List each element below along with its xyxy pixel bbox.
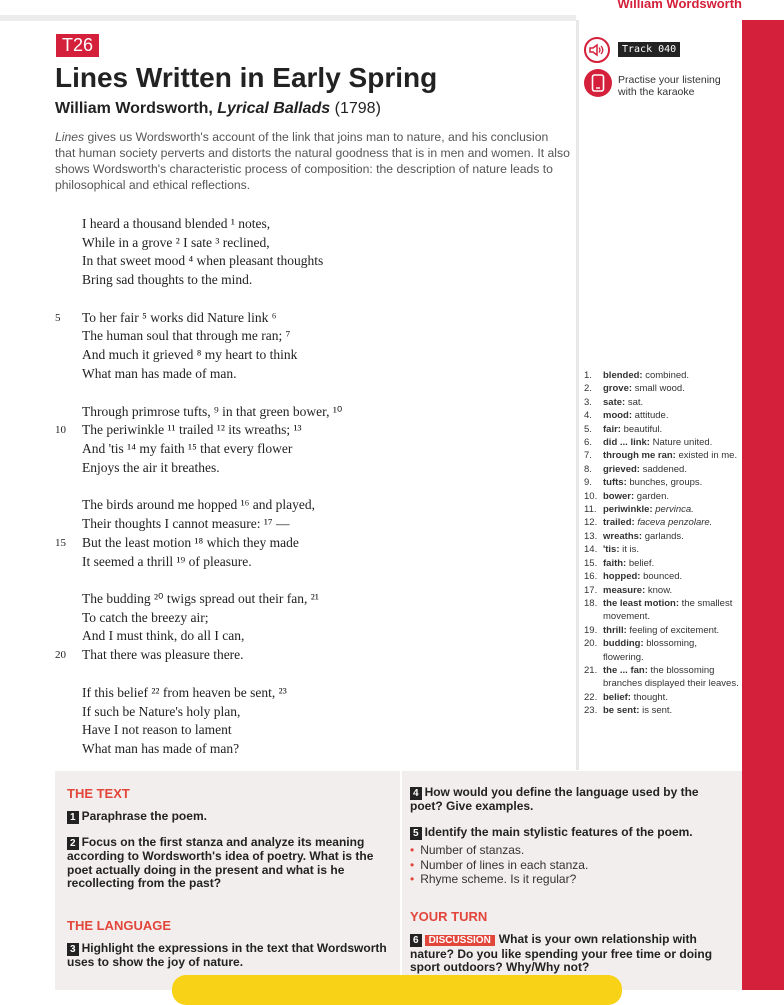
line-number: 10 bbox=[55, 424, 66, 436]
audio-track-button[interactable] bbox=[584, 37, 610, 63]
glossary-item: 4. mood: attitude. bbox=[584, 410, 669, 422]
line-number: 5 bbox=[55, 312, 61, 324]
glossary-item: 8. grieved: saddened. bbox=[584, 463, 687, 475]
bullet-item: • Rhyme scheme. Is it regular? bbox=[410, 872, 577, 886]
poem-line: Bring sad thoughts to the mind. bbox=[82, 272, 253, 287]
section-the-language: THE LANGUAGE bbox=[67, 918, 171, 933]
bullet-item: • Number of stanzas. bbox=[410, 843, 525, 857]
sidebar-divider bbox=[576, 20, 579, 770]
poem-line: To catch the breezy air; bbox=[82, 610, 209, 625]
yellow-tab bbox=[172, 975, 622, 1005]
phone-icon bbox=[591, 74, 605, 92]
glossary-item: 10. bower: garden. bbox=[584, 490, 670, 502]
text-number-badge: T26 bbox=[56, 34, 99, 57]
glossary-item: 18. the least motion: the smallest movement. bbox=[584, 597, 733, 623]
glossary-item: 20. budding: blossoming, flowering. bbox=[584, 638, 697, 663]
question-3: 3 Highlight the expressions in the text that Wordsworth uses to show the joy of nature. bbox=[67, 941, 387, 969]
glossary-item: 11. periwinkle: pervinca. bbox=[584, 504, 694, 516]
track-label: Track 040 bbox=[618, 42, 680, 57]
poem-line: Enjoys the air it breathes. bbox=[82, 460, 220, 475]
running-header-author: William Wordsworth bbox=[617, 0, 742, 11]
subtitle-year: (1798) bbox=[334, 100, 381, 117]
glossary-item: 17. measure: know. bbox=[584, 584, 673, 596]
poem-line: The periwinkle ¹¹ trailed ¹² its wreaths; ¹³ bbox=[82, 422, 302, 437]
poem-line: And 'tis ¹⁴ my faith ¹⁵ that every flower bbox=[82, 441, 293, 456]
poem-line: While in a grove ² I sate ³ reclined, bbox=[82, 235, 270, 250]
page-edge-bar bbox=[742, 20, 784, 990]
question-1: 1 Paraphrase the poem. bbox=[67, 810, 392, 824]
discussion-tag: DISCUSSION bbox=[425, 935, 495, 946]
glossary bbox=[584, 369, 739, 718]
bullet-item: • Number of lines in each stanza. bbox=[410, 857, 589, 872]
activities-divider bbox=[400, 771, 402, 990]
question-6: 6 DISCUSSION What is your own relationship with nature? Do you like spending your free time or doing sport outdoors? Why/Why not? bbox=[410, 932, 713, 974]
subtitle-author: William Wordsworth, bbox=[55, 100, 213, 117]
glossary-item: 5. fair: beautiful. bbox=[584, 423, 663, 435]
poem-line: That there was pleasure there. bbox=[82, 647, 244, 662]
glossary-item: 13. wreaths: garlands. bbox=[584, 530, 684, 542]
glossary-item: 9. tufts: bunches, groups. bbox=[584, 477, 703, 489]
poem-line: And much it grieved ⁸ my heart to think bbox=[82, 347, 298, 362]
poem-line: The human soul that through me ran; ⁷ bbox=[82, 328, 291, 343]
poem-line: What man has made of man? bbox=[82, 741, 240, 756]
speaker-icon bbox=[589, 43, 605, 57]
glossary-item: 1. blended: combined. bbox=[584, 370, 690, 381]
question-4: 4 How would you define the language used by the poet? Give examples. bbox=[410, 785, 699, 813]
question-2: 2 Focus on the first stanza and analyze its meaning according to Wordsworth's idea of poetry. What is the poet actually doing in the present and what is he recollecting from the past? bbox=[67, 835, 374, 890]
subtitle-work: Lyrical Ballads bbox=[217, 100, 331, 117]
glossary-item: 6. did ... link: Nature united. bbox=[584, 437, 713, 449]
glossary-item: 12. trailed: faceva penzolare. bbox=[584, 517, 713, 529]
page-title: Lines Written in Early Spring bbox=[55, 62, 438, 93]
poem-line: To her fair ⁵ works did Nature link ⁶ bbox=[82, 310, 277, 325]
glossary-item: 21. the ... fan: the blossoming branches displayed their leaves. bbox=[584, 664, 739, 690]
poem-line: If such be Nature's holy plan, bbox=[82, 704, 241, 719]
poem-line: If this belief ²² from heaven be sent, ²³ bbox=[82, 685, 287, 700]
poem-line: But the least motion ¹⁸ which they made bbox=[82, 535, 299, 550]
glossary-item: 16. hopped: bounced. bbox=[584, 571, 683, 583]
glossary-item: 3. sate: sat. bbox=[584, 396, 644, 408]
karaoke-button[interactable] bbox=[584, 69, 612, 97]
poem-line: Have I not reason to lament bbox=[82, 722, 232, 737]
glossary-item: 7. through me ran: existed in me. bbox=[584, 450, 738, 462]
poem-line: I heard a thousand blended ¹ notes, bbox=[82, 216, 271, 231]
karaoke-label: Practise your listening with the karaoke bbox=[618, 74, 721, 98]
poem-line: What man has made of man. bbox=[82, 366, 237, 381]
question-5-bullets bbox=[410, 843, 730, 887]
poem-line: The budding ²⁰ twigs spread out their fan, ²¹ bbox=[82, 591, 319, 606]
intro-text: gives us Wordsworth's account of the link that joins man to nature, and his conclusion that human society perverts and distorts the natural goodness that is in men and women. It also shows Wordsworth's characteristic process of composition: the description of nature leads to philosophical and ethical reflections. bbox=[55, 130, 570, 192]
poem-line: It seemed a thrill ¹⁹ of pleasure. bbox=[82, 554, 252, 569]
glossary-item: 23. be sent: is sent. bbox=[584, 705, 673, 717]
section-the-text: THE TEXT bbox=[67, 786, 130, 801]
question-5: 5 Identify the main stylistic features of the poem. bbox=[410, 826, 730, 840]
poem-line: Through primrose tufts, ⁹ in that green bower, ¹⁰ bbox=[82, 404, 343, 419]
line-number: 15 bbox=[55, 537, 66, 549]
intro-paragraph bbox=[55, 129, 570, 193]
glossary-item: 22. belief: thought. bbox=[584, 691, 668, 703]
line-number: 20 bbox=[55, 649, 66, 661]
poem-line: The birds around me hopped ¹⁶ and played, bbox=[82, 497, 315, 512]
poem-line: And I must think, do all I can, bbox=[82, 628, 245, 643]
section-your-turn: YOUR TURN bbox=[410, 909, 488, 924]
poem-line: Their thoughts I cannot measure: ¹⁷ — bbox=[82, 516, 290, 531]
intro-italic: Lines bbox=[55, 130, 85, 144]
poem-line: In that sweet mood ⁴ when pleasant thoughts bbox=[82, 253, 324, 268]
glossary-item: 15. faith: belief. bbox=[584, 557, 655, 569]
top-divider bbox=[0, 15, 576, 21]
glossary-item: 14. 'tis: it is. bbox=[584, 544, 640, 556]
glossary-item: 19. thrill: feeling of excitement. bbox=[584, 624, 720, 636]
glossary-item: 2. grove: small wood. bbox=[584, 383, 685, 395]
page-subtitle bbox=[55, 100, 381, 118]
